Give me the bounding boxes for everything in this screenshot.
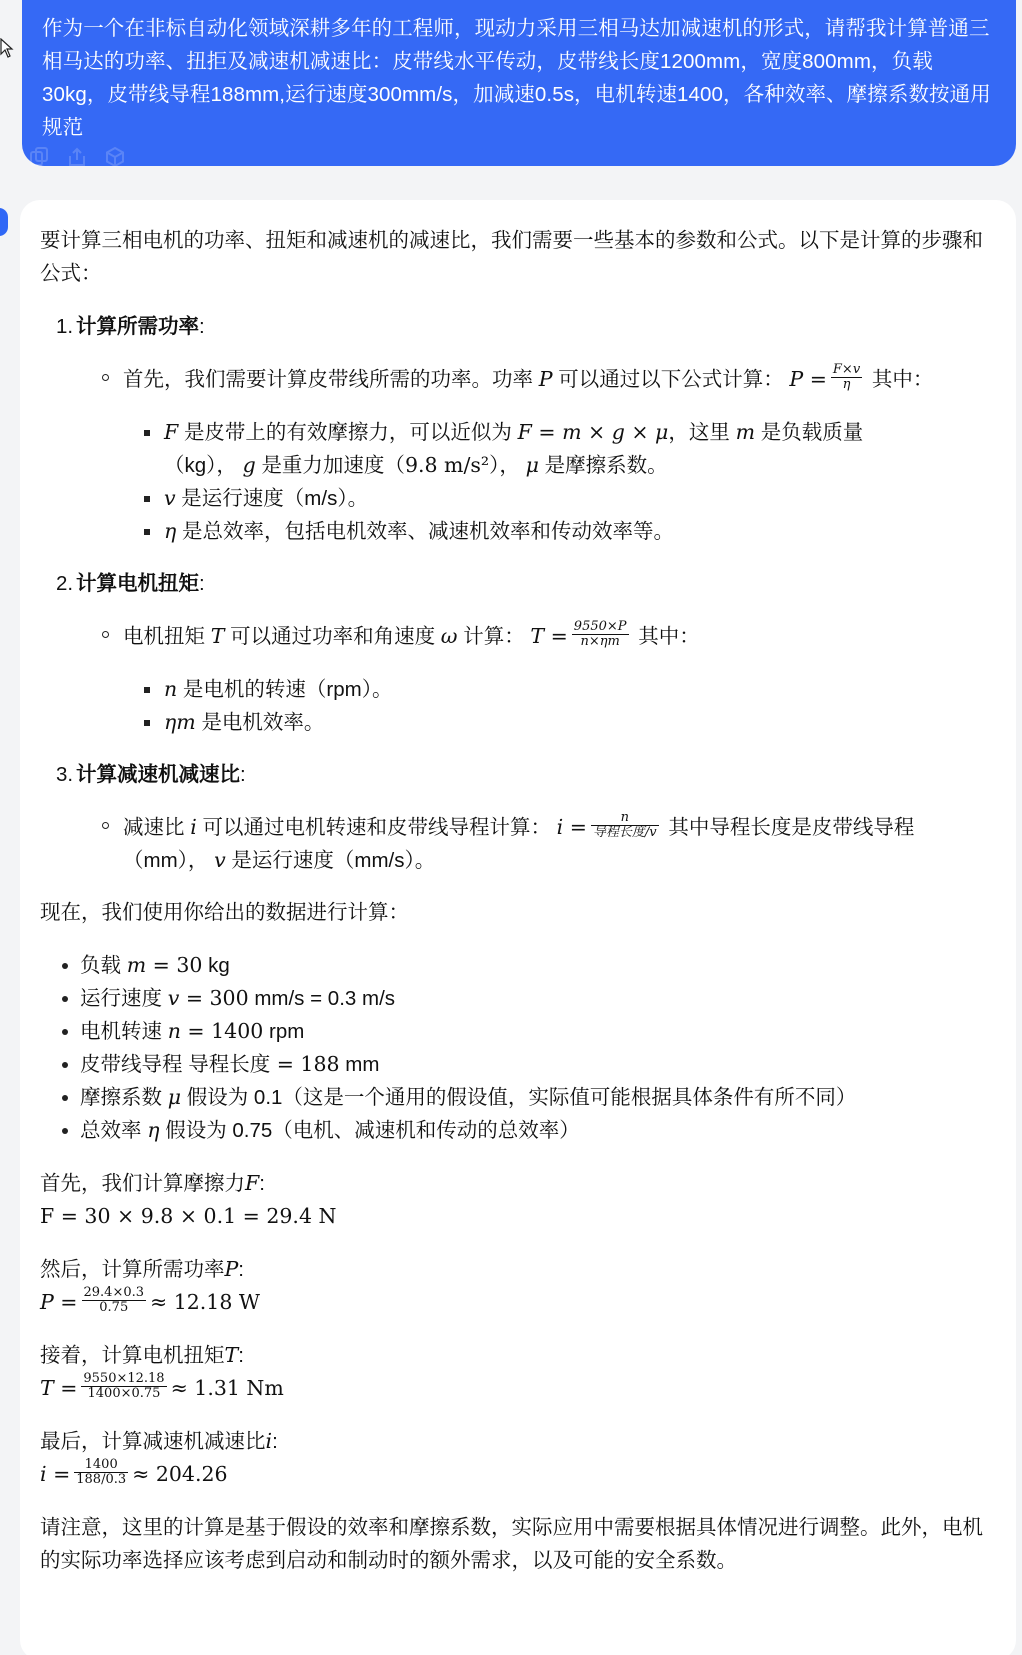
data-list: [40, 949, 994, 1147]
fraction-numerator: 1400: [74, 1458, 128, 1473]
math-symbol: ω: [440, 624, 458, 648]
calc-torque: [40, 1339, 994, 1405]
math-value: = 1400: [180, 1019, 264, 1043]
math-symbol: m: [735, 420, 756, 444]
list-item: [40, 1048, 994, 1081]
math-equation: F = 30 × 9.8 × 0.1 = 29.4 N: [40, 1204, 337, 1228]
math-symbol: F: [245, 1171, 260, 1195]
text-run: :: [259, 1172, 265, 1195]
list-item: [40, 811, 994, 877]
fraction-denominator: η: [842, 377, 851, 393]
bullet-dot: [62, 1029, 68, 1035]
math-symbol: T: [210, 624, 225, 648]
text-run: 首先，我们计算摩擦力: [40, 1172, 245, 1195]
equation-rhs: ≈ 1.31 Nm: [170, 1376, 284, 1400]
circle-bullet: [102, 374, 109, 381]
fraction-denominator: n×ηm: [580, 634, 620, 650]
section-number: 1.: [56, 315, 74, 338]
text-run: 是运行速度（m/s）。: [181, 487, 369, 510]
text-run: ），: [489, 454, 520, 477]
math-symbol: F: [164, 420, 179, 444]
item-label: 皮带线导程: [80, 1053, 189, 1076]
item-label: 电机转速: [80, 1020, 168, 1043]
math-equation: [40, 1372, 994, 1405]
item-unit: 假设为 0.75（电机、减速机和传动的总效率）: [159, 1119, 580, 1142]
math-equation: F = m × g × μ: [517, 420, 669, 444]
fraction-denominator: 1400×0.75: [87, 1386, 161, 1401]
text-run: 接着，计算电机扭矩: [40, 1344, 225, 1367]
bullet-dot: [62, 1128, 68, 1134]
equation-lhs: T =: [40, 1376, 78, 1400]
fraction-denominator: 188/0.3: [76, 1472, 127, 1487]
text-run: 是运行速度（mm/s）。: [231, 849, 436, 872]
equation-rhs: ≈ 12.18 W: [150, 1290, 260, 1314]
list-item: [40, 363, 994, 396]
assistant-answer-card: [20, 200, 1016, 1655]
math-symbol: n: [167, 1019, 181, 1043]
equation-lhs: i =: [40, 1462, 71, 1486]
math-symbol: 导程长度: [188, 1052, 271, 1076]
bullet-dot: [62, 996, 68, 1002]
section-title: [40, 758, 994, 791]
copy-icon[interactable]: [28, 146, 50, 168]
text-run: 是皮带上的有效摩擦力，可以近似为: [183, 421, 512, 444]
math-equation: [40, 1458, 994, 1491]
fraction-numerator: 9550×12.18: [83, 1371, 165, 1386]
text-run: 是电机的转速（rpm）。: [182, 678, 393, 701]
calc-ratio: [40, 1425, 994, 1491]
text-run: 首先，我们需要计算皮带线所需的功率。功率: [123, 368, 533, 391]
user-message-text: 作为一个在非标自动化领域深耕多年的工程师，现动力采用三相马达加减速机的形式，请帮我计算普通三相马达的功率、扭拒及减速机减速比：皮带线水平传动，皮带线长度1200mm，宽度800mm，负载30kg，皮带线导程188mm,运行速度300mm/s，加减速0.5s，电机转速1400，各种效率、摩擦系数按通用规范: [42, 17, 991, 139]
math-fraction: [81, 1372, 166, 1401]
text-run: 是重力加速度（: [261, 454, 405, 477]
equation-rhs: ≈ 204.26: [132, 1462, 228, 1486]
square-bullet: [144, 529, 150, 535]
heading-colon: :: [199, 572, 205, 595]
list-item: [40, 1114, 994, 1147]
cube-icon[interactable]: [104, 146, 126, 168]
list-item: [40, 416, 994, 482]
math-fraction: [82, 1286, 147, 1315]
text-run: 可以通过以下公式计算：: [558, 368, 784, 391]
math-equation: [40, 1286, 994, 1319]
square-bullet: [144, 430, 150, 436]
closing-note: 请注意，这里的计算是基于假设的效率和摩擦系数，实际应用中需要根据具体情况进行调整。此外，电机的实际功率选择应该考虑到启动和制动时的额外需求，以及可能的安全系数。: [40, 1516, 983, 1572]
section-heading: 计算电机扭矩: [76, 572, 199, 595]
assistant-avatar: [0, 208, 8, 236]
data-intro: 现在，我们使用你给出的数据进行计算：: [40, 901, 409, 924]
math-symbol: P: [224, 1257, 239, 1281]
text-run: 可以通过电机转速和皮带线导程计算：: [202, 816, 551, 839]
fraction-denominator: 导程长度/v: [592, 825, 657, 841]
text-run: 其中：: [871, 368, 934, 391]
math-fraction: [74, 1458, 128, 1487]
math-symbol: η: [164, 519, 177, 543]
list-item: [40, 706, 994, 739]
math-symbol: m: [126, 953, 147, 977]
item-label: 运行速度: [80, 987, 168, 1010]
item-unit: 假设为 0.1（这是一个通用的假设值，实际值可能根据具体条件有所不同）: [181, 1086, 857, 1109]
bullet-dot: [62, 1095, 68, 1101]
calc-friction: [40, 1167, 994, 1233]
section-torque: [40, 567, 994, 739]
section-number: 3.: [56, 763, 74, 786]
fraction-numerator: 9550×P: [573, 619, 627, 635]
calc-power: [40, 1253, 994, 1319]
section-heading: 计算所需功率: [76, 315, 199, 338]
section-title: [40, 310, 994, 343]
math-symbol: i: [190, 815, 197, 839]
text-run: 其中导程长度是皮带线导程（mm），: [123, 816, 915, 872]
text-run: 然后，计算所需功率: [40, 1258, 225, 1281]
text-run: :: [238, 1258, 244, 1281]
math-symbol: v: [164, 486, 176, 510]
fraction-numerator: n: [591, 811, 659, 826]
text-run: 是总效率，包括电机效率、减速机效率和传动效率等。: [182, 520, 674, 543]
text-run: ，这里: [668, 421, 730, 444]
item-label: 负载: [80, 954, 127, 977]
list-item: [40, 982, 994, 1015]
list-item: [40, 1015, 994, 1048]
math-value: 9.8 m/s²: [404, 453, 490, 477]
text-run: 可以通过功率和角速度: [230, 625, 436, 648]
section-ratio: [40, 758, 994, 877]
text-run: 是电机效率。: [201, 711, 325, 734]
math-value: = 30: [146, 953, 203, 977]
math-symbol: T: [224, 1343, 239, 1367]
item-unit: mm: [339, 1053, 380, 1076]
square-bullet: [144, 720, 150, 726]
heading-colon: :: [199, 315, 205, 338]
equation-lhs: P =: [40, 1290, 78, 1314]
text-run: 最后，计算减速机减速比: [40, 1430, 266, 1453]
text-run: 是摩擦系数。: [544, 454, 668, 477]
sub-list: [40, 416, 994, 548]
math-value: = 300: [179, 986, 249, 1010]
list-item: [40, 949, 994, 982]
math-symbol: P: [538, 367, 553, 391]
math-symbol: v: [214, 848, 226, 872]
text-run: 电机扭矩: [123, 625, 205, 648]
bullet-dot: [62, 1062, 68, 1068]
text-run: 是负载质量（kg），: [164, 421, 864, 477]
math-fraction: [572, 620, 629, 649]
user-message-actions: [28, 146, 126, 168]
math-symbol: μ: [167, 1085, 182, 1109]
math-value: = 188: [270, 1052, 340, 1076]
list-item: [40, 482, 994, 515]
fraction-denominator: 0.75: [99, 1300, 129, 1315]
heading-colon: :: [240, 763, 246, 786]
section-number: 2.: [56, 572, 74, 595]
text-run: :: [272, 1430, 278, 1453]
answer-intro: 要计算三相电机的功率、扭矩和减速机的减速比，我们需要一些基本的参数和公式。以下是计算的步骤和公式：: [40, 229, 983, 285]
circle-bullet: [102, 822, 109, 829]
math-symbol: g: [242, 453, 256, 477]
circle-bullet: [102, 631, 109, 638]
text-run: 其中：: [638, 625, 700, 648]
list-item: [40, 620, 994, 653]
text-run: 减速比: [123, 816, 185, 839]
sub-list: [40, 673, 994, 739]
math-fraction: [591, 811, 659, 840]
math-symbol: n: [164, 677, 178, 701]
math-equation: T =: [530, 624, 568, 648]
square-bullet: [144, 687, 150, 693]
user-message-bubble: [22, 0, 1016, 166]
math-symbol: η: [147, 1118, 160, 1142]
section-power: [40, 310, 994, 548]
item-unit: mm/s = 0.3 m/s: [248, 987, 396, 1010]
item-label: 总效率: [80, 1119, 148, 1142]
text-run: 计算：: [463, 625, 525, 648]
math-equation: P =: [789, 367, 827, 391]
math-symbol: v: [167, 986, 180, 1010]
bullet-dot: [62, 963, 68, 969]
math-symbol: ηm: [164, 710, 196, 734]
share-icon[interactable]: [66, 146, 88, 168]
section-heading: 计算减速机减速比: [76, 763, 240, 786]
text-run: :: [238, 1344, 244, 1367]
math-fraction: [831, 363, 862, 392]
math-equation: i =: [556, 815, 587, 839]
fraction-numerator: 29.4×0.3: [83, 1285, 145, 1300]
list-item: [40, 673, 994, 706]
cursor-icon: [0, 38, 14, 58]
item-unit: rpm: [263, 1020, 305, 1043]
item-unit: kg: [202, 954, 230, 977]
fraction-numerator: F×v: [832, 362, 861, 378]
item-label: 摩擦系数: [80, 1086, 168, 1109]
square-bullet: [144, 496, 150, 502]
math-symbol: μ: [525, 453, 539, 477]
list-item: [40, 515, 994, 548]
section-title: [40, 567, 994, 600]
list-item: [40, 1081, 994, 1114]
math-symbol: i: [265, 1429, 273, 1453]
